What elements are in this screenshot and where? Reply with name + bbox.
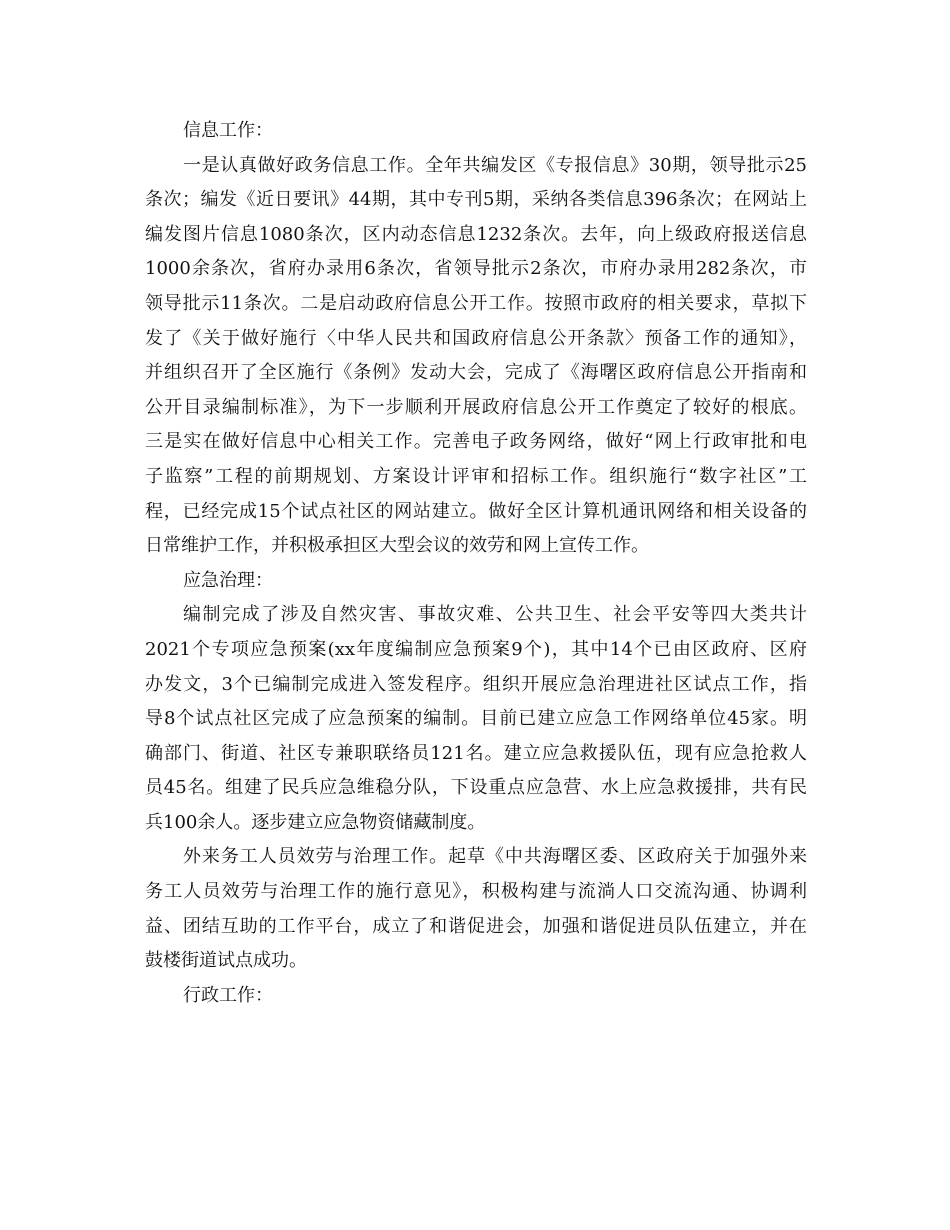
paragraph-line: 日常维护工作，并积极承担区大型会议的效劳和网上宣传工作。 [145,535,649,557]
heading-emergency-management: 应急治理： [183,569,273,591]
heading-administrative-work: 行政工作： [183,984,273,1006]
paragraph-line: 益、团结互助的工作平台，成立了和谐促进会，加强和谐促进员队伍建立，并在 [145,915,807,937]
paragraph-line: 编制完成了涉及自然灾害、事故灾难、公共卫生、社会平安等四大类共计 [183,604,807,626]
paragraph-line: 三是实在做好信息中心相关工作。完善电子政务网络，做好“网上行政审批和电 [145,431,807,453]
paragraph-line: 务工人员效劳与治理工作的施行意见》，积极构建与流淌人口交流沟通、协调利 [145,881,807,903]
paragraph-line: 员45名。组建了民兵应急维稳分队，下设重点应急营、水上应急救援排，共有民 [145,777,807,799]
paragraph-line: 公开目录编制标准》，为下一步顺利开展政府信息公开工作奠定了较好的根底。 [145,396,807,418]
paragraph-line: 子监察”工程的前期规划、方案设计评审和招标工作。组织施行“数字社区”工 [145,465,807,487]
paragraph-line: 并组织召开了全区施行《条例》发动大会，完成了《海曙区政府信息公开指南和 [145,362,807,384]
paragraph-line: 外来务工人员效劳与治理工作。起草《中共海曙区委、区政府关于加强外来 [183,846,807,868]
paragraph-line: 兵100余人。逐步建立应急物资储藏制度。 [145,811,486,833]
paragraph-line: 办发文，3个已编制完成进入签发程序。组织开展应急治理进社区试点工作，指 [145,673,807,695]
paragraph-line: 发了《关于做好施行〈中华人民共和国政府信息公开条款〉预备工作的通知》， [145,327,807,349]
paragraph-line: 编发图片信息1080条次，区内动态信息1232条次。去年，向上级政府报送信息 [145,223,807,245]
paragraph-line: 确部门、街道、社区专兼职联络员121名。建立应急救援队伍，现有应急抢救人 [145,742,807,764]
paragraph-line: 条次；编发《近日要讯》44期，其中专刊5期，采纳各类信息396条次；在网站上 [145,189,807,211]
heading-information-work: 信息工作： [183,120,273,141]
paragraph-line: 领导批示11条次。二是启动政府信息公开工作。按照市政府的相关要求，草拟下 [145,292,807,314]
paragraph-line: 程，已经完成15个试点社区的网站建立。做好全区计算机通讯网络和相关设备的 [145,500,807,522]
paragraph-line: 2021个专项应急预案(xx年度编制应急预案9个)，其中14个已由区政府、区府 [145,638,807,660]
paragraph-line: 1000余条次，省府办录用6条次，省领导批示2条次，市府办录用282条次，市 [145,258,807,280]
document-page [145,114,807,1013]
paragraph-line: 一是认真做好政务信息工作。全年共编发区《专报信息》30期，领导批示25 [183,154,807,176]
paragraph-line: 鼓楼街道试点成功。 [145,950,307,972]
paragraph-line: 导8个试点社区完成了应急预案的编制。目前已建立应急工作网络单位45家。明 [145,708,807,730]
